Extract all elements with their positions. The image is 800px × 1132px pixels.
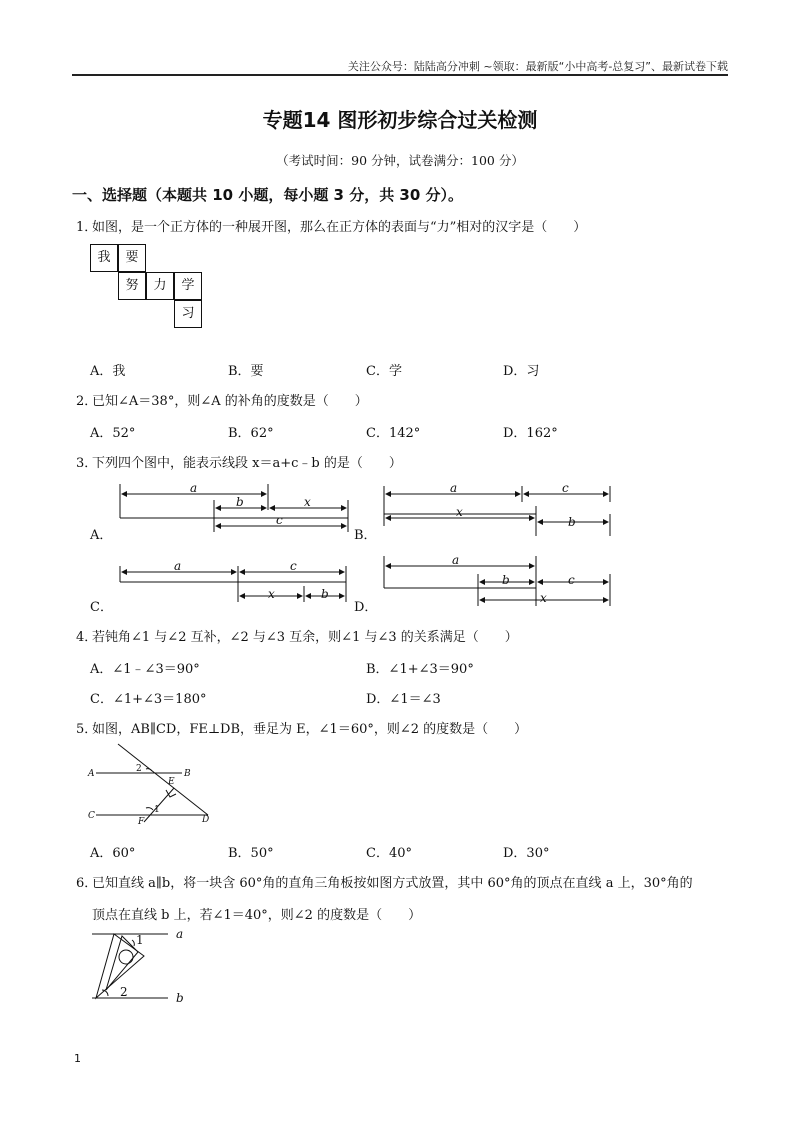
angle-2-label: 2 <box>120 985 128 999</box>
net-cell: 力 <box>146 272 174 300</box>
option-c: C． <box>90 600 113 615</box>
parallel-lines-figure <box>84 740 224 830</box>
option-a: A．52° <box>90 426 136 441</box>
label-C: C <box>88 811 95 821</box>
label-c: c <box>562 481 569 495</box>
label-line-b: b <box>176 991 184 1005</box>
net-cell: 习 <box>174 300 202 328</box>
angle-2-label: 2 <box>136 764 142 774</box>
label-a: a <box>450 481 458 495</box>
label-x: x <box>540 591 547 605</box>
segment-figures <box>0 470 800 620</box>
option-d: D． <box>354 600 378 615</box>
question-text: 下列四个图中，能表示线段 x＝a+c﹣b 的是（ ） <box>92 456 402 471</box>
cube-net-figure <box>90 244 230 340</box>
option-b: B．50° <box>228 846 274 861</box>
label-b: b <box>321 587 329 601</box>
label-b: b <box>502 573 510 587</box>
question-text: 已知∠A＝38°，则∠A 的补角的度数是（ ） <box>92 394 368 409</box>
question-number: 1． <box>76 220 98 235</box>
label-c: c <box>276 513 283 527</box>
question-number: 4． <box>76 630 98 645</box>
label-line-a: a <box>176 927 184 941</box>
question-number: 5． <box>76 722 98 737</box>
label-B: B <box>184 769 191 779</box>
question-text: 若钝角∠1 与∠2 互补，∠2 与∠3 互余，则∠1 与∠3 的关系满足（ ） <box>92 630 518 645</box>
question-text: 如图，AB∥CD，FE⊥DB，垂足为 E，∠1＝60°，则∠2 的度数是（ ） <box>92 722 528 737</box>
option-a: A． <box>90 528 113 543</box>
question-5 <box>76 718 527 737</box>
label-b: b <box>236 495 244 509</box>
section-heading: 一、选择题（本题共 10 小题，每小题 3 分，共 30 分）。 <box>72 186 464 204</box>
figure-b <box>384 486 610 536</box>
net-cell: 学 <box>174 272 202 300</box>
label-x: x <box>304 495 311 509</box>
option-d: D．30° <box>503 846 550 861</box>
question-number: 3． <box>76 456 98 471</box>
angle-1-label: 1 <box>136 933 144 947</box>
label-a: a <box>174 559 182 573</box>
page-number: 1 <box>74 1052 81 1065</box>
option-d: D．∠1＝∠3 <box>366 692 441 707</box>
page-title: 专题14 图形初步综合过关检测 <box>262 108 538 132</box>
option-c: C．学 <box>366 364 402 379</box>
label-a: a <box>190 481 198 495</box>
question-number: 6． <box>76 876 98 891</box>
question-3 <box>76 452 402 471</box>
question-1 <box>76 216 586 235</box>
question-text-line-1: 已知直线 a∥b，将一块含 60°角的直角三角板按如图方式放置，其中 60°角的顶点在直线 a 上，30°角的 <box>92 876 693 891</box>
option-b: B．62° <box>228 426 274 441</box>
option-d: D．162° <box>503 426 558 441</box>
question-6 <box>76 872 693 891</box>
option-d: D．习 <box>503 364 540 379</box>
net-cell: 努 <box>118 272 146 300</box>
question-4 <box>76 626 518 645</box>
net-cell: 要 <box>118 244 146 272</box>
option-c: C．∠1+∠3＝180° <box>90 692 207 707</box>
triangle-ruler-figure <box>84 924 214 1010</box>
option-c: C．40° <box>366 846 412 861</box>
figure-c <box>120 566 346 602</box>
label-b: b <box>568 515 576 529</box>
question-2 <box>76 390 368 409</box>
question-text: 如图，是一个正方体的一种展开图，那么在正方体的表面与“力”相对的汉字是（ ） <box>92 220 587 235</box>
option-c: C．142° <box>366 426 421 441</box>
net-cell: 我 <box>90 244 118 272</box>
option-b: B． <box>354 528 377 543</box>
question-text-line-2: 顶点在直线 b 上，若∠1＝40°，则∠2 的度数是（ ） <box>92 908 422 923</box>
label-x: x <box>456 505 463 519</box>
header-divider <box>72 74 728 76</box>
label-E: E <box>168 777 175 787</box>
label-F: F <box>138 817 145 827</box>
option-a: A．60° <box>90 846 136 861</box>
option-a: A．我 <box>90 364 126 379</box>
question-number: 2． <box>76 394 98 409</box>
label-a: a <box>452 553 460 567</box>
angle-1-label: 1 <box>154 805 160 815</box>
figure-d <box>384 556 610 606</box>
option-b: B．∠1+∠3＝90° <box>366 662 474 677</box>
figure-a <box>120 484 348 532</box>
label-c: c <box>290 559 297 573</box>
option-a: A．∠1﹣∠3＝90° <box>90 662 200 677</box>
label-x: x <box>268 587 275 601</box>
label-A: A <box>88 769 95 779</box>
label-D: D <box>202 815 210 825</box>
label-c: c <box>568 573 575 587</box>
header-text: 关注公众号：陆陆高分冲刺 ~领取：最新版“小中高考-总复习”、最新试卷下载 <box>347 60 728 73</box>
option-b: B．要 <box>228 364 264 379</box>
question-6-continued <box>92 904 421 923</box>
page-subtitle: （考试时间：90 分钟，试卷满分：100 分） <box>276 153 524 168</box>
